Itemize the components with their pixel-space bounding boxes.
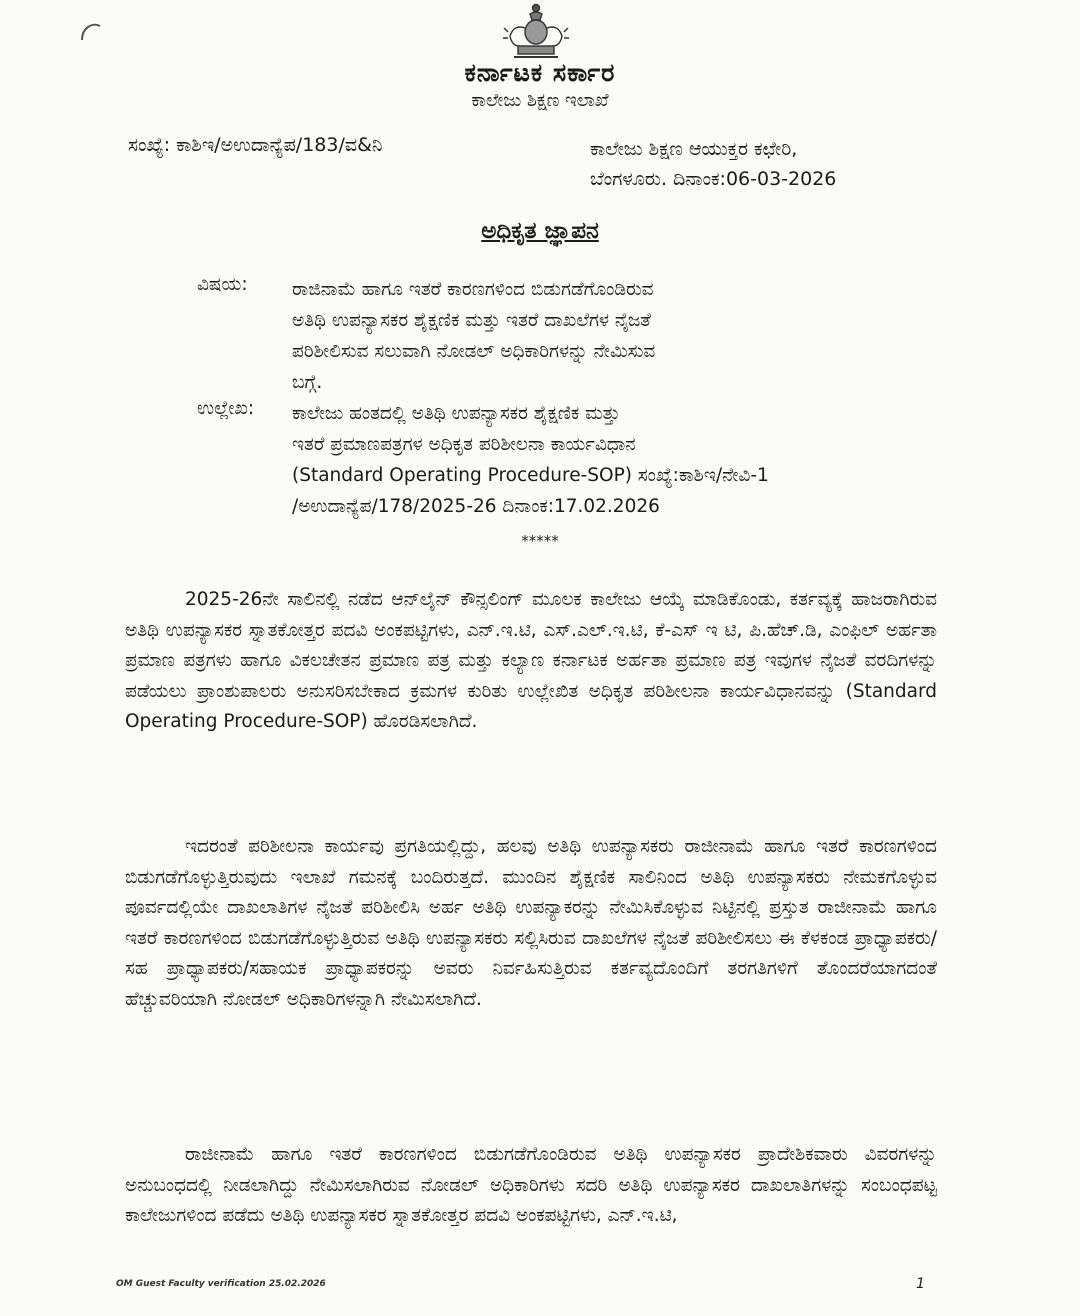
reference-line: /ಅಉದಾನ್ಯೆಪ/178/2025-26 ದಿನಾಂಕ:17.02.2026	[292, 496, 660, 517]
reference-text	[292, 398, 867, 522]
memo-title: ಅಧಿಕೃತ ಜ್ಞಾಪನ	[481, 218, 599, 244]
reference-line: (Standard Operating Procedure-SOP) ಸಂಖ್ಯೆ:ಕಾಶಿಇ/ನೇವಿ-1	[292, 465, 769, 486]
reference-line: ಇತರೆ ಪ್ರಮಾಣಪತ್ರಗಳ ಅಧಿಕೃತ ಪರಿಶೀಲನಾ ಕಾರ್ಯವಿಧಾನ	[292, 434, 636, 455]
reference-label: ಉಲ್ಲೇಖ:	[197, 398, 255, 419]
subject-line: ಬಗ್ಗೆ.	[292, 372, 323, 393]
place-date: ಬೆಂಗಳೂರು. ದಿನಾಂಕ:06-03-2026	[590, 168, 837, 190]
footer-file-note: OM Guest Faculty verification 25.02.2026	[116, 1279, 326, 1289]
body-paragraph: ರಾಜೀನಾಮೆ ಹಾಗೂ ಇತರೆ ಕಾರಣಗಳಿಂದ ಬಿಡುಗಡೆಗೊಂಡಿರುವ ಅತಿಥಿ ಉಪನ್ಯಾಸಕರ ಪ್ರಾದೇಶಿಕವಾರು ವಿವರಗಳನ್ನು ಅನುಬಂಧದಲ್ಲಿ ನೀಡಲಾಗಿದ್ದು ನೇಮಿಸಲಾಗಿರುವ ನೋಡಲ್ ಅಧಿಕಾರಿಗಳು ಸದರಿ ಅತಿಥಿ ಉಪನ್ಯಾಸಕರ ದಾಖಲಾತಿಗಳನ್ನು ಸಂಬಂಧಪಟ್ಟ ಕಾಲೇಜುಗಳಿಂದ ಪಡೆದು ಅತಿಥಿ ಉಪನ್ಯಾಸಕರ ಸ್ನಾತಕೋತ್ತರ ಪದವಿ ಅಂಕಪಟ್ಟಿಗಳು, ಎನ್.ಇ.ಟಿ,	[125, 1144, 937, 1227]
department-name: ಕಾಲೇಜು ಶಿಕ್ಷಣ ಇಲಾಖೆ	[471, 90, 609, 111]
subject-label: ವಿಷಯ:	[197, 274, 248, 295]
page-mark: 1	[916, 1276, 925, 1292]
subject-line: ಅತಿಥಿ ಉಪನ್ಯಾಸಕರ ಶೈಕ್ಷಣಿಕ ಮತ್ತು ಇತರೆ ದಾಖಲೆಗಳ ನೈಜತೆ	[292, 310, 651, 331]
body-paragraph: 2025-26ನೇ ಸಾಲಿನಲ್ಲಿ ನಡೆದ ಆನ್‌ಲೈನ್ ಕೌನ್ಸಲಿಂಗ್ ಮೂಲಕ ಕಾಲೇಜು ಆಯ್ಕೆ ಮಾಡಿಕೊಂಡು, ಕರ್ತವ್ಯಕ್ಕೆ ಹಾಜರಾಗಿರುವ ಅತಿಥಿ ಉಪನ್ಯಾಸಕರ ಸ್ನಾತಕೋತ್ತರ ಪದವಿ ಅಂಕಪಟ್ಟಿಗಳು, ಎನ್.ಇ.ಟಿ, ಎಸ್.ಎಲ್.ಇ.ಟಿ, ಕೆ-ಎಸ್ ಇ ಟಿ, ಪಿ.ಹೆಚ್.ಡಿ, ಎಂಫಿಲ್ ಅರ್ಹತಾ ಪ್ರಮಾಣ ಪತ್ರಗಳು ಹಾಗೂ ವಿಕಲಚೇತನ ಪ್ರಮಾಣ ಪತ್ರ ಮತ್ತು ಕಲ್ಯಾಣ ಕರ್ನಾಟಕ ಅರ್ಹತಾ ಪ್ರಮಾಣ ಪತ್ರ ಇವುಗಳ ನೈಜತೆ ವರದಿಗಳನ್ನು ಪಡೆಯಲು ಪ್ರಾಂಶುಪಾಲರು ಅನುಸರಿಸಬೇಕಾದ ಕ್ರಮಗಳ ಕುರಿತು ಉಲ್ಲೇಖಿತ ಅಧಿಕೃತ ಪರಿಶೀಲನಾ ಕಾರ್ಯವಿಧಾನವನ್ನು (Standard Operating Procedure-SOP) ಹೊರಡಿಸಲಾಗಿದೆ.	[125, 589, 937, 733]
body-paragraph: ಇದರಂತೆ ಪರಿಶೀಲನಾ ಕಾರ್ಯವು ಪ್ರಗತಿಯಲ್ಲಿದ್ದು, ಹಲವು ಅತಿಥಿ ಉಪನ್ಯಾಸಕರು ರಾಜೀನಾಮೆ ಹಾಗೂ ಇತರೆ ಕಾರಣಗಳಿಂದ ಬಿಡುಗಡೆಗೊಳ್ಳುತ್ತಿರುವುದು ಇಲಾಖೆ ಗಮನಕ್ಕೆ ಬಂದಿರುತ್ತದೆ. ಮುಂದಿನ ಶೈಕ್ಷಣಿಕ ಸಾಲಿನಿಂದ ಅತಿಥಿ ಉಪನ್ಯಾಸಕರು ನೇಮಕಗೊಳ್ಳುವ ಪೂರ್ವದಲ್ಲಿಯೇ ದಾಖಲಾತಿಗಳ ನೈಜತೆ ಪರಿಶೀಲಿಸಿ ಅರ್ಹ ಅತಿಥಿ ಉಪನ್ಯಾಕರನ್ನು ನೇಮಿಸಿಕೊಳ್ಳುವ ನಿಟ್ಟಿನಲ್ಲಿ ಪ್ರಸ್ತುತ ರಾಜೀನಾಮೆ ಹಾಗೂ ಇತರೆ ಕಾರಣಗಳಿಂದ ಬಿಡುಗಡೆಗೊಳ್ಳುತ್ತಿರುವ ಅತಿಥಿ ಉಪನ್ಯಾಸಕರು ಸಲ್ಲಿಸಿರುವ ದಾಖಲೆಗಳ ನೈಜತೆ ಪರಿಶೀಲಿಸಲು ಈ ಕೆಳಕಂಡ ಪ್ರಾಧ್ಯಾಪಕರು/ಸಹ ಪ್ರಾಧ್ಯಾಪಕರು/ಸಹಾಯಕ ಪ್ರಾಧ್ಯಾಪಕರನ್ನು ಅವರು ನಿರ್ವಹಿಸುತ್ತಿರುವ ಕರ್ತವ್ಯದೊಂದಿಗೆ ತರಗತಿಗಳಿಗೆ ತೊಂದರೆಯಾಗದಂತೆ ಹೆಚ್ಚುವರಿಯಾಗಿ ನೋಡಲ್ ಅಧಿಕಾರಿಗಳನ್ನಾಗಿ ನೇಮಿಸಲಾಗಿದೆ.	[125, 836, 937, 1010]
reference-number: ಸಂಖ್ಯೆ: ಕಾಶಿಇ/ಅಉದಾನ್ಯೆಪ/183/ವ&ನಿ	[128, 134, 383, 156]
office-address	[590, 134, 836, 194]
subject-line: ಪರಿಶೀಲಿಸುವ ಸಲುವಾಗಿ ನೋಡಲ್ ಅಧಿಕಾರಿಗಳನ್ನು ನೇಮಿಸುವ	[292, 341, 656, 362]
government-title: ಕರ್ನಾಟಕ ಸರ್ಕಾರ	[464, 58, 616, 87]
page-curl-mark	[78, 20, 104, 44]
subject-text	[292, 274, 867, 398]
section-separator: *****	[521, 532, 559, 550]
office-name: ಕಾಲೇಜು ಶಿಕ್ಷಣ ಆಯುಕ್ತರ ಕಛೇರಿ,	[590, 138, 798, 160]
karnataka-emblem-icon	[500, 2, 572, 62]
subject-line: ರಾಜಿನಾಮೆ ಹಾಗೂ ಇತರೆ ಕಾರಣಗಳಿಂದ ಬಿಡುಗಡೆಗೊಂಡಿರುವ	[292, 279, 654, 300]
reference-line: ಕಾಲೇಜು ಹಂತದಲ್ಲಿ ಅತಿಥಿ ಉಪನ್ಯಾಸಕರ ಶೈಕ್ಷಣಿಕ ಮತ್ತು	[292, 403, 620, 424]
